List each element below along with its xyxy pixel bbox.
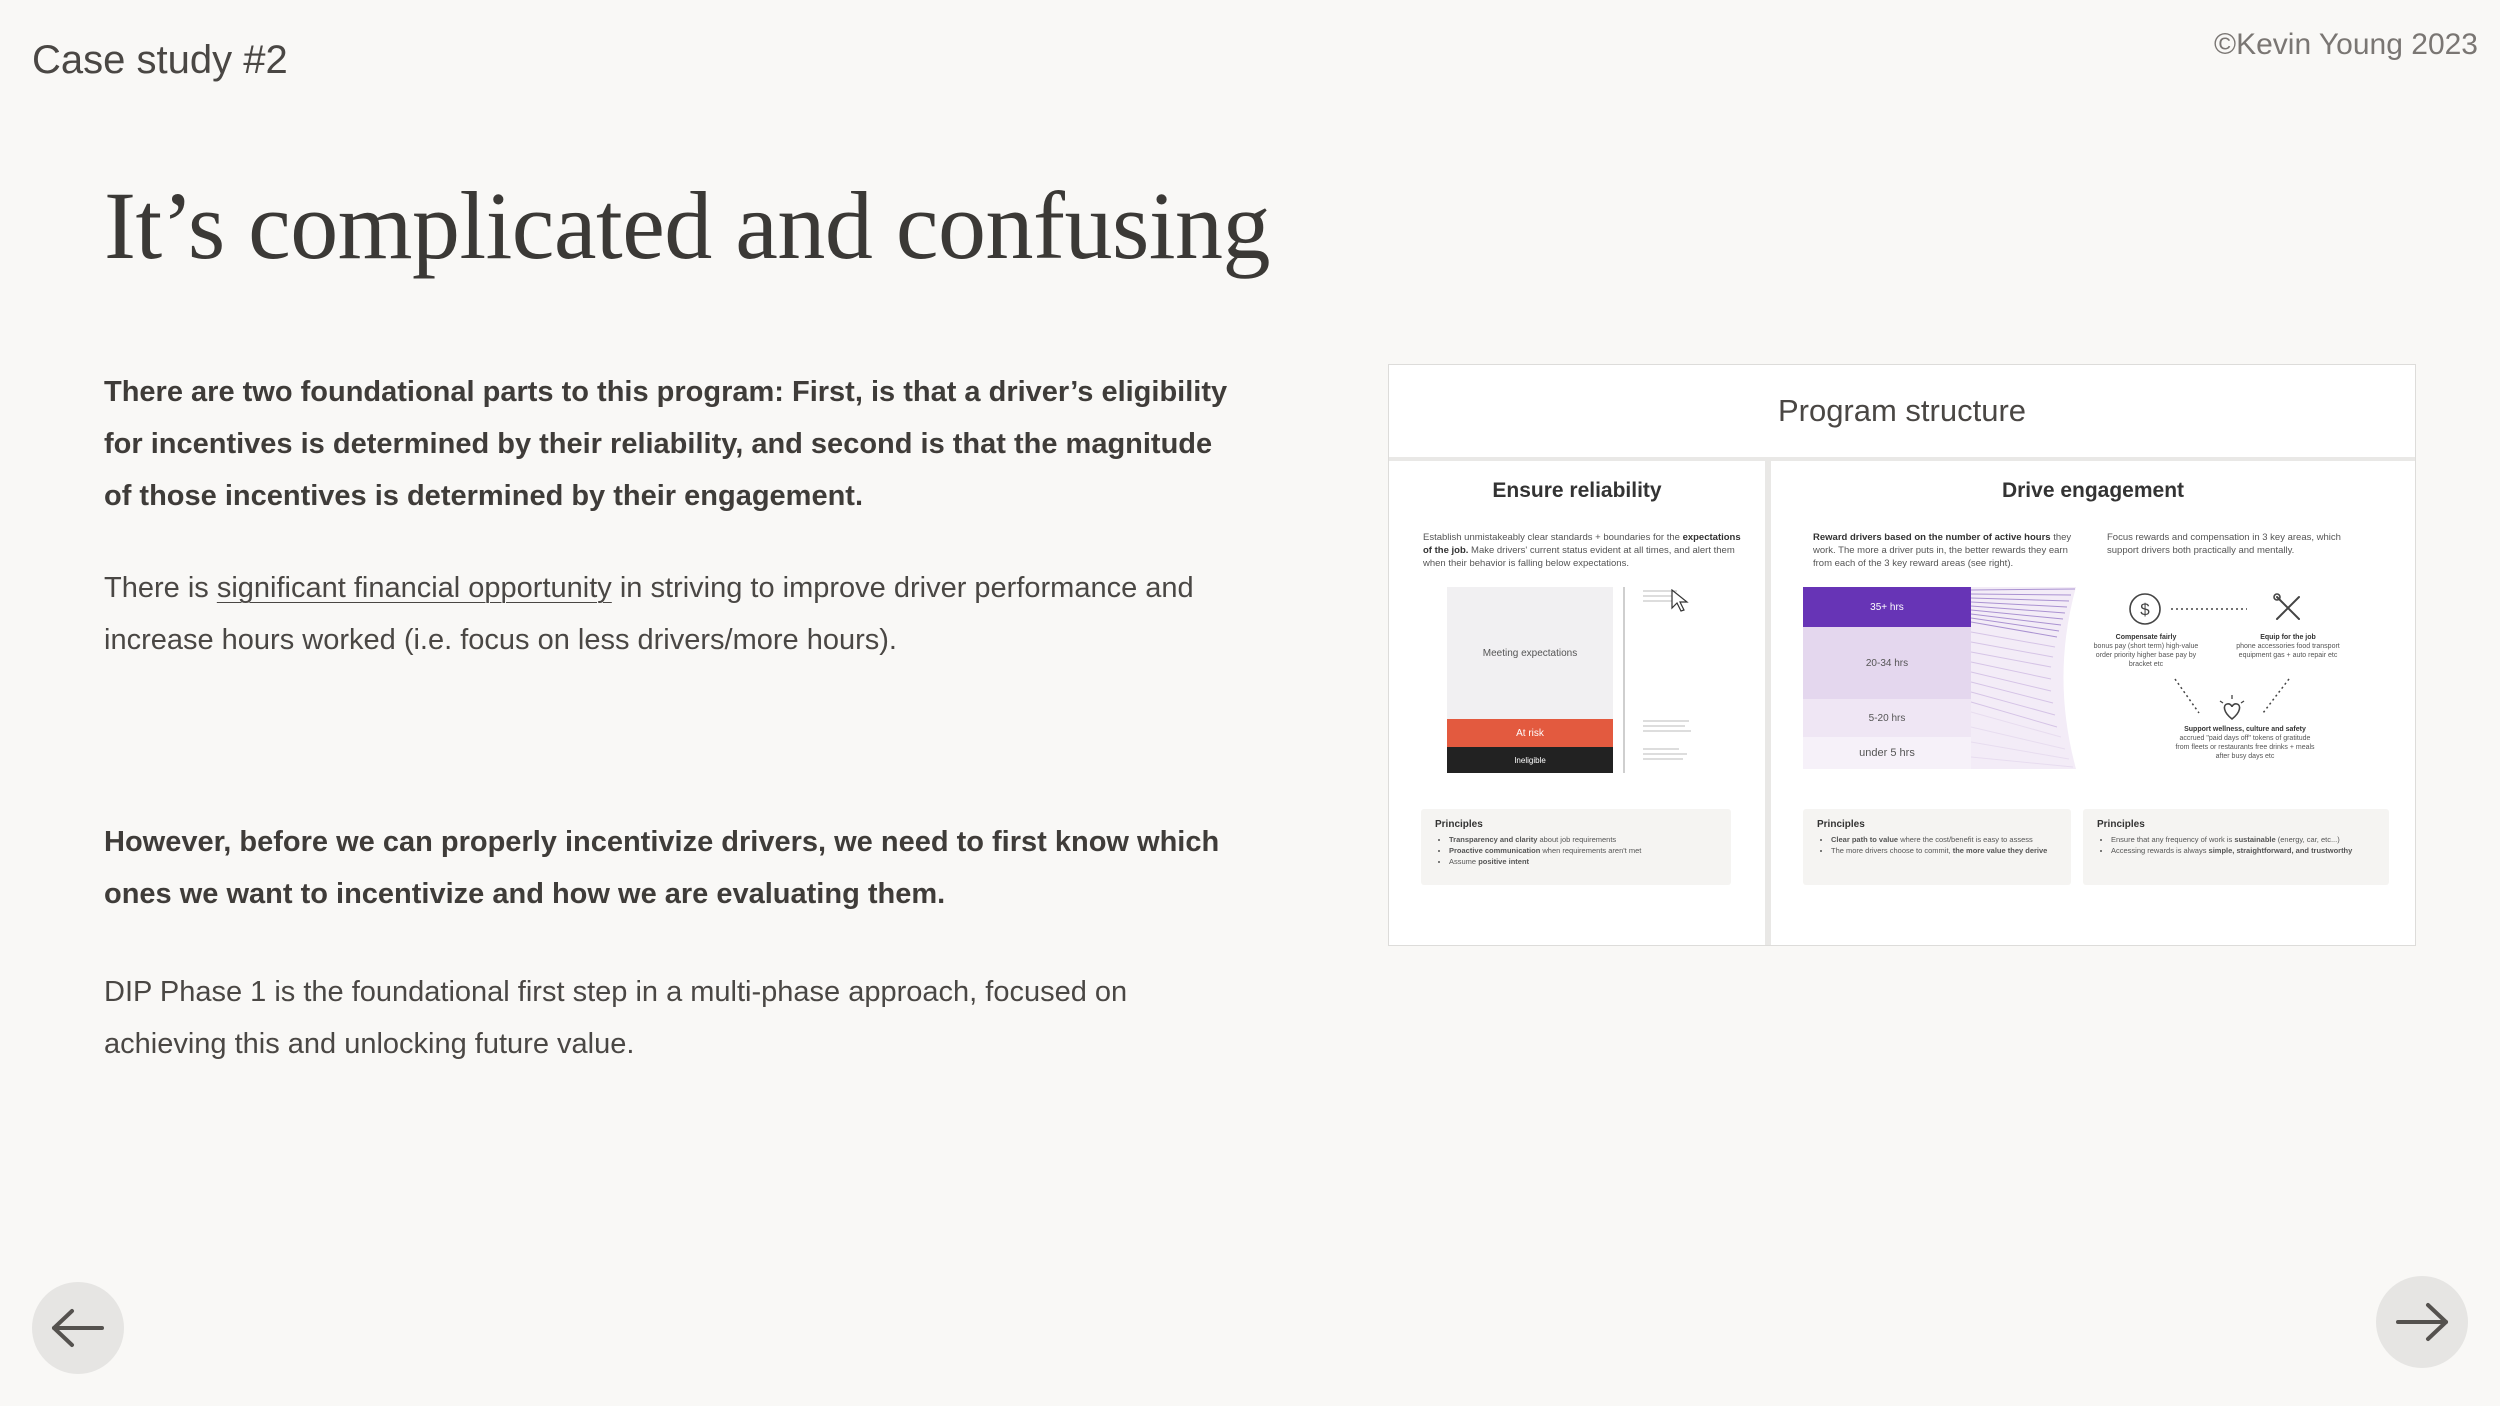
dollar-icon (2127, 591, 2163, 627)
phase-paragraph: DIP Phase 1 is the foundational first step in a multi-phase approach, focused on achieving this and unlocking future value. (104, 976, 1128, 1060)
arrow-left-icon (50, 1308, 106, 1348)
principle-text: The more drivers choose to commit, (1831, 846, 1953, 855)
ineligible-segment: Ineligible (1447, 747, 1613, 773)
opportunity-paragraph (104, 562, 1234, 666)
tier-fan-graphic (1971, 587, 2081, 769)
case-study-label: Case study #2 (32, 38, 288, 82)
page-title: It’s complicated and confusing (104, 172, 1271, 279)
list-item (1449, 845, 1731, 856)
list-item (1449, 834, 1731, 845)
meeting-expectations-segment: Meeting expectations (1447, 587, 1613, 719)
area-wellness-label (2175, 725, 2315, 761)
engagement-principles-b (2083, 809, 2389, 885)
area1-title: Compensate fairly (2115, 634, 2177, 641)
heart-icon (2215, 693, 2249, 727)
copyright: ©Kevin Young 2023 (2213, 28, 2478, 61)
reliability-axis (1623, 587, 1625, 773)
reliability-desc-bold: expectations of the job. (1423, 532, 1741, 556)
reliability-principles (1421, 809, 1731, 885)
area3-text: accrued "paid days off" tokens of gratitude from fleets or restaurants free drinks + meals after busy days etc (2175, 735, 2315, 760)
list-item (1831, 834, 2071, 845)
opportunity-text-before: There is (104, 572, 217, 604)
engagement-principles-b-title: Principles (2097, 819, 2145, 830)
area2-text: phone accessories food transport equipment gas + auto repair etc (2236, 643, 2340, 659)
principle-bold: positive intent (1478, 857, 1530, 866)
reliability-principles-list (1421, 834, 1731, 867)
area2-title: Equip for the job (2260, 634, 2316, 641)
engagement-title: Drive engagement (2001, 479, 2185, 502)
reward-areas-description: Focus rewards and compensation in 3 key areas, which support drivers both practically and mentally. (2107, 532, 2341, 556)
previous-button[interactable] (32, 1282, 124, 1374)
engagement-panel (1771, 461, 2415, 945)
list-item (1449, 856, 1731, 867)
principle-after: (energy, car, etc...) (2275, 835, 2340, 844)
opportunity-text-after: in striving to improve driver performance and increase hours worked (i.e. focus on less drivers/more hours). (104, 572, 1194, 656)
dotted-connector (2171, 607, 2247, 611)
principle-bold: Clear path to value (1831, 835, 1899, 844)
reliability-description (1423, 531, 1743, 570)
reliability-bar (1447, 587, 1613, 773)
tier-under-5: under 5 hrs (1803, 737, 1971, 769)
area-compensate-label (2091, 633, 2201, 669)
engagement-principles-a (1803, 809, 2071, 885)
principle-bold: the more value they derive (1952, 846, 2048, 855)
reliability-desc-pre: Establish unmistakeably clear standards + boundaries for the (1423, 532, 1683, 543)
tools-icon (2271, 591, 2305, 625)
principle-text: when requirements aren't met (1540, 846, 1642, 855)
principle-text: Ensure that any frequency of work is (2111, 835, 2235, 844)
principle-text: Assume (1449, 857, 1479, 866)
engagement-principles-a-list (1803, 834, 2071, 856)
engagement-desc-text: they work. The more a driver puts in, the better rewards they earn from each of the 3 key reward areas (see right). (1813, 532, 2072, 569)
engagement-desc-bold: Reward drivers based on the number of active hours (1813, 532, 2051, 543)
principle-text: Accessing rewards is always (2111, 846, 2209, 855)
program-structure-figure (1388, 364, 2416, 946)
arrow-right-icon (2394, 1302, 2450, 1342)
principle-text: about job requirements (1537, 835, 1617, 844)
tier-35-plus: 35+ hrs (1803, 587, 1971, 627)
incentivize-paragraph: However, before we can properly incentivize drivers, we need to first know which ones we want to incentivize and how we are evaluating them. (104, 826, 1220, 910)
at-risk-segment: At risk (1447, 719, 1613, 747)
reliability-title: Ensure reliability (1492, 479, 1662, 502)
engagement-principles-b-list (2083, 834, 2389, 856)
area1-text: bonus pay (short term) high-value order priority higher base pay by bracket etc (2093, 643, 2199, 668)
principle-text: where the cost/benefit is easy to assess (1898, 835, 2033, 844)
tier-20-34: 20-34 hrs (1803, 627, 1971, 699)
financial-opportunity-link[interactable]: significant financial opportunity (216, 572, 612, 604)
principle-bold: Transparency and clarity (1449, 835, 1538, 844)
area3-title: Support wellness, culture and safety (2184, 726, 2306, 733)
principle-bold: simple, straightforward, and trustworthy (2208, 846, 2353, 855)
tier-5-20: 5-20 hrs (1803, 699, 1971, 737)
engagement-principles-a-title: Principles (1817, 819, 1865, 830)
reliability-panel (1389, 461, 1765, 945)
engagement-description (1813, 531, 2073, 570)
principle-bold: Proactive communication (1449, 846, 1541, 855)
list-item (2111, 845, 2389, 856)
reliability-desc-post: Make drivers' current status evident at all times, and alert them when their behavior is falling below expectations. (1423, 545, 1735, 569)
next-button[interactable] (2376, 1276, 2468, 1368)
list-item (1831, 845, 2071, 856)
svg-text:$: $ (2140, 600, 2150, 619)
reliability-principles-title: Principles (1435, 819, 1483, 830)
intro-paragraph: There are two foundational parts to this program: First, is that a driver’s eligibility for incentives is determined by their reliability, and second is that the magnitude of those incentives is determined by their engagement. (104, 376, 1228, 512)
reliability-annotations (1629, 587, 1729, 773)
area-equip-label (2233, 633, 2343, 660)
list-item (2111, 834, 2389, 845)
cursor-icon (1671, 589, 1689, 613)
principle-bold: sustainable (2234, 835, 2276, 844)
figure-title: Program structure (1389, 365, 2415, 457)
